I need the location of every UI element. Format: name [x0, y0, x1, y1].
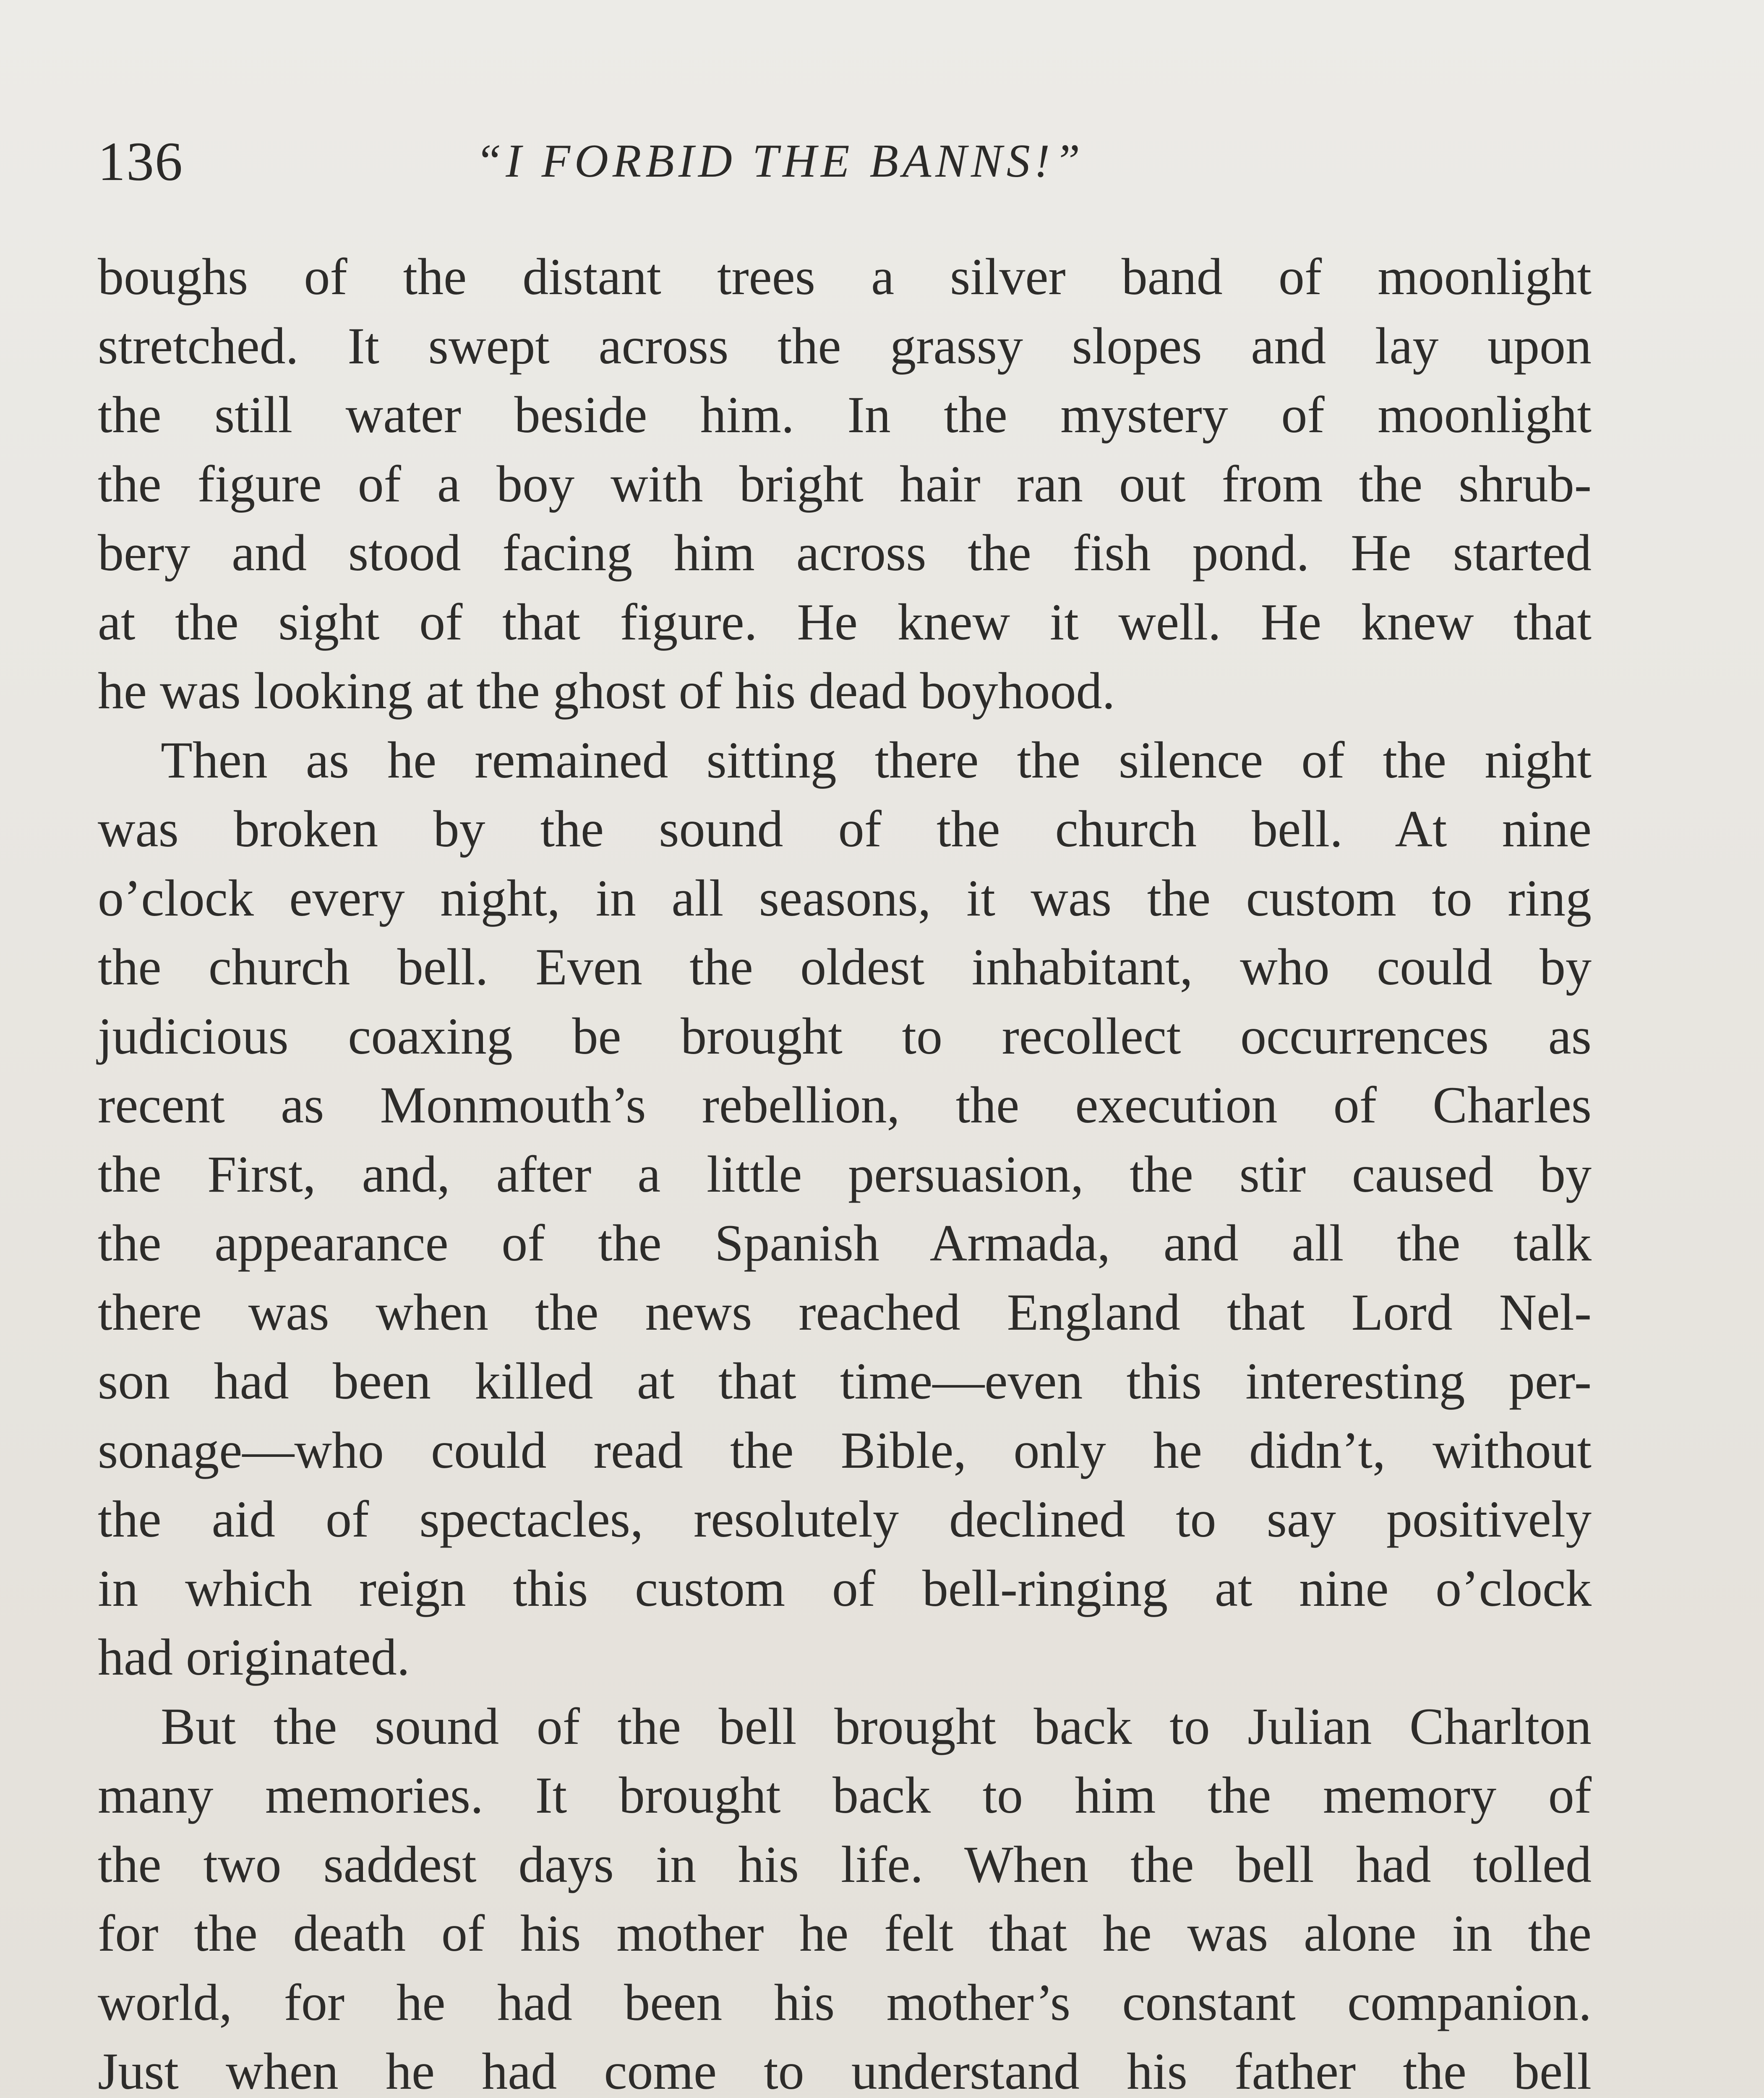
- text-line: there was when the news reached England that Lord Nel-: [98, 1283, 1592, 1341]
- text-line: the aid of spectacles, resolutely declined to say positively: [98, 1490, 1592, 1548]
- text-line: stretched. It swept across the grassy slopes and lay upon: [98, 317, 1592, 375]
- text-line: son had been killed at that time—even this interesting per-: [98, 1352, 1592, 1410]
- page-header: [98, 122, 1608, 201]
- body-text: [98, 243, 1592, 2098]
- text-line: the appearance of the Spanish Armada, and all the talk: [98, 1214, 1592, 1272]
- text-line: at the sight of that figure. He knew it well. He knew that: [98, 593, 1592, 651]
- text-line: Then as he remained sitting there the silence of the night: [161, 731, 1592, 789]
- text-line: many memories. It brought back to him the memory of: [98, 1767, 1592, 1824]
- text-line: the First, and, after a little persuasion, the stir caused by: [98, 1145, 1592, 1203]
- text-line: o’clock every night, in all seasons, it was the custom to ring: [98, 869, 1592, 927]
- text-line: in which reign this custom of bell-ringing at nine o’clock: [98, 1559, 1592, 1617]
- running-title: “I FORBID THE BANNS!”: [475, 135, 1085, 187]
- text-line: world, for he had been his mother’s constant companion.: [98, 1973, 1592, 2031]
- text-line: he was looking at the ghost of his dead boyhood.: [98, 662, 1115, 720]
- text-line: for the death of his mother he felt that he was alone in the: [98, 1905, 1592, 1962]
- text-line: boughs of the distant trees a silver band of moonlight: [98, 248, 1592, 305]
- text-line: the figure of a boy with bright hair ran out from the shrub-: [98, 455, 1592, 513]
- page-number: 136: [98, 130, 183, 192]
- text-line: the church bell. Even the oldest inhabitant, who could by: [98, 938, 1592, 996]
- text-line: recent as Monmouth’s rebellion, the execution of Charles: [98, 1076, 1592, 1134]
- text-line: Just when he had come to understand his father the bell: [98, 2043, 1592, 2098]
- text-line: But the sound of the bell brought back to Julian Charlton: [161, 1697, 1592, 1755]
- text-line: bery and stood facing him across the fish pond. He started: [98, 524, 1592, 582]
- text-line: had originated.: [98, 1628, 410, 1686]
- text-line: was broken by the sound of the church bell. At nine: [98, 800, 1592, 858]
- text-line: judicious coaxing be brought to recollect occurrences as: [98, 1007, 1592, 1065]
- text-line: the two saddest days in his life. When the bell had tolled: [98, 1835, 1592, 1893]
- text-line: the still water beside him. In the mystery of moonlight: [98, 386, 1592, 444]
- text-line: sonage—who could read the Bible, only he didn’t, without: [98, 1421, 1592, 1479]
